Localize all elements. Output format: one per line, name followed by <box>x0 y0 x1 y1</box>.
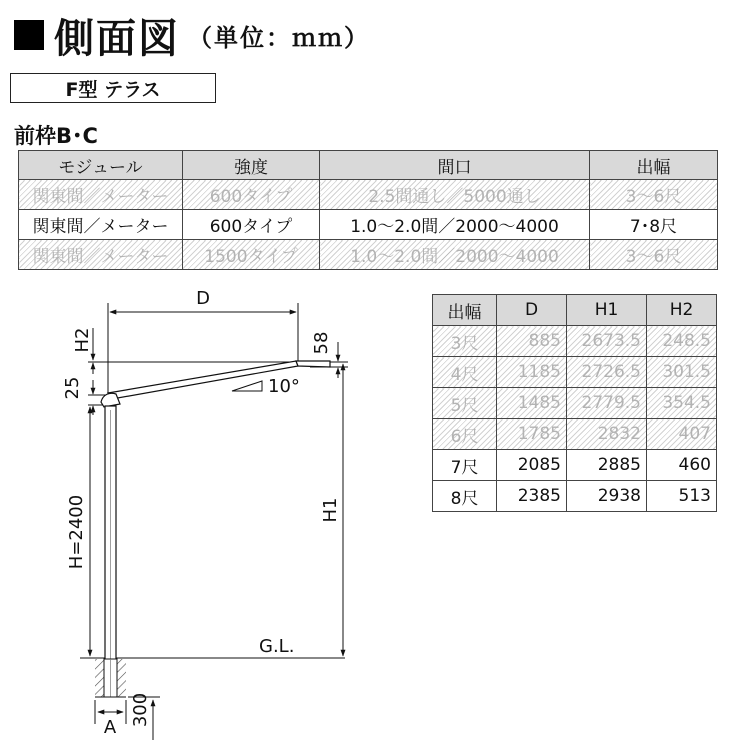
dims-row-cell: 3尺 <box>433 326 497 357</box>
section-label: 前枠B･C <box>14 124 98 148</box>
label-angle: 10° <box>268 376 300 397</box>
spec-row-cell: 600タイプ <box>183 210 320 240</box>
dims-row-cell: 301.5 <box>647 357 717 388</box>
spec-row-cell: 関東間／メーター <box>19 210 183 240</box>
dims-row-cell: 248.5 <box>647 326 717 357</box>
dims-row-cell: 2779.5 <box>567 388 647 419</box>
spec-row-cell: 3～6尺 <box>590 180 718 210</box>
spec-row-cell: 1500タイプ <box>183 240 320 270</box>
reference-lines <box>80 362 348 658</box>
label-58: 58 <box>311 331 332 355</box>
spec-row-cell: 1.0～2.0間／2000～4000 <box>320 240 590 270</box>
dims-header-cell: 出幅 <box>433 295 497 326</box>
dims-row-cell: 2832 <box>567 419 647 450</box>
dims-header-cell: H2 <box>647 295 717 326</box>
unit-text: （単位：ｍｍ） <box>188 23 370 52</box>
spec-row-cell: 7･8尺 <box>590 210 718 240</box>
foundation <box>95 659 126 697</box>
label-300: 300 <box>130 692 151 728</box>
spec-header-cell: 強度 <box>183 151 320 180</box>
label-25: 25 <box>62 376 83 400</box>
dims-row-cell: 2726.5 <box>567 357 647 388</box>
dims-row-cell: 2885 <box>567 450 647 481</box>
label-d: D <box>196 288 210 309</box>
dims-row-cell: 407 <box>647 419 717 450</box>
dims-row-cell: 7尺 <box>433 450 497 481</box>
dims-row-cell: 2938 <box>567 481 647 512</box>
spec-row-cell: 関東間／メーター <box>19 240 183 270</box>
label-h2: H2 <box>72 327 93 353</box>
spec-row-cell: 1.0～2.0間／2000～4000 <box>320 210 590 240</box>
angle-indicator <box>232 381 262 391</box>
dims-row-cell: 1185 <box>497 357 567 388</box>
spec-header-cell: 出幅 <box>590 151 718 180</box>
post <box>105 406 116 696</box>
label-h1: H1 <box>320 497 341 523</box>
spec-row-cell: 3～6尺 <box>590 240 718 270</box>
label-h: H=2400 <box>66 494 87 570</box>
dims-row-cell: 1485 <box>497 388 567 419</box>
dims-row-cell: 5尺 <box>433 388 497 419</box>
dims-row-cell: 2085 <box>497 450 567 481</box>
label-gl: G.L. <box>259 636 295 657</box>
spec-row-cell: 2.5間通し／5000通し <box>320 180 590 210</box>
spec-row-cell: 600タイプ <box>183 180 320 210</box>
dims-header-cell: D <box>497 295 567 326</box>
dims-row-cell: 354.5 <box>647 388 717 419</box>
dims-row-cell: 885 <box>497 326 567 357</box>
dims-header-cell: H1 <box>567 295 647 326</box>
dims-row-cell: 2673.5 <box>567 326 647 357</box>
dims-row-cell: 460 <box>647 450 717 481</box>
dims-row-cell: 6尺 <box>433 419 497 450</box>
model-label: F型 テラス <box>10 73 216 103</box>
dims-row-cell: 4尺 <box>433 357 497 388</box>
spec-row-cell: 関東間／メーター <box>19 180 183 210</box>
dims-row-cell: 2385 <box>497 481 567 512</box>
title-text: 側面図 <box>54 15 180 62</box>
spec-header-cell: モジュール <box>19 151 183 180</box>
dims-row-cell: 8尺 <box>433 481 497 512</box>
spec-header-cell: 間口 <box>320 151 590 180</box>
dims-row-cell: 513 <box>647 481 717 512</box>
label-a: A <box>103 717 117 738</box>
dims-row-cell: 1785 <box>497 419 567 450</box>
